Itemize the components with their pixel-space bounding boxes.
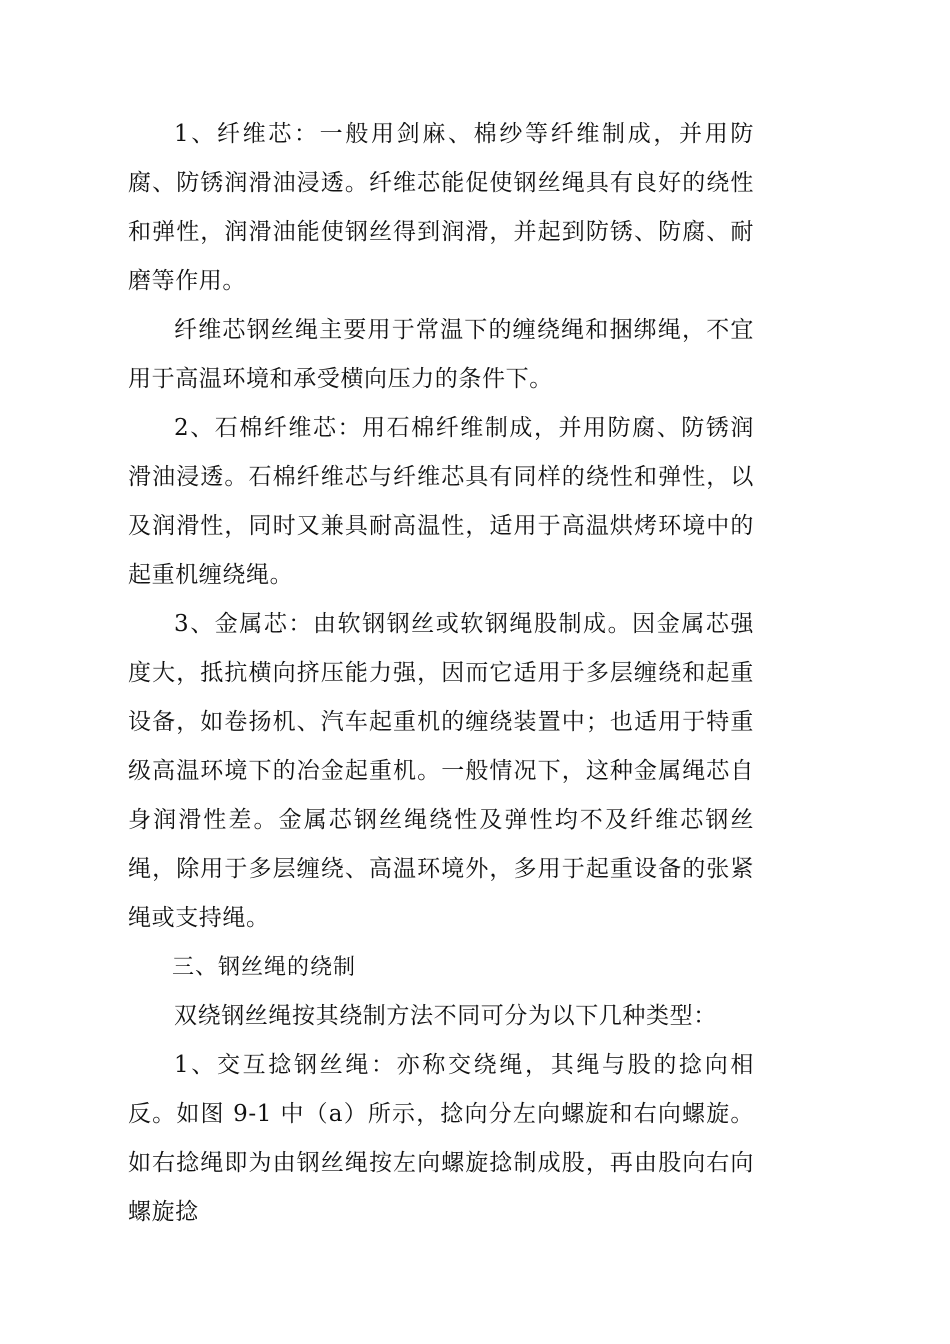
paragraph-asbestos-core: 2、石棉纤维芯：用石棉纤维制成，并用防腐、防锈润滑油浸透。石棉纤维芯与纤维芯具有同样的绕性和弹性，以及润滑性，同时又兼具耐高温性，适用于高温烘烤环境中的起重机缠绕绳。	[128, 415, 754, 588]
paragraph-metal-core: 3、金属芯：由软钢钢丝或软钢绳股制成。因金属芯强度大，抵抗横向挤压能力强，因而它适用于多层缠绕和起重设备，如卷扬机、汽车起重机的缠绕装置中；也适用于特重级高温环境下的冶金起重机。一般情况下，这种金属绳芯自身润滑性差。金属芯钢丝绳绕性及弹性均不及纤维芯钢丝绳，除用于多层缠绕、高温环境外，多用于起重设备的张紧绳或支持绳。	[128, 611, 754, 931]
paragraph-fiber-core-usage: 纤维芯钢丝绳主要用于常温下的缠绕绳和捆绑绳，不宜用于高温环境和承受横向压力的条件下。	[128, 317, 754, 392]
paragraph-fiber-core: 1、纤维芯：一般用剑麻、棉纱等纤维制成，并用防腐、防锈润滑油浸透。纤维芯能促使钢丝绳具有良好的绕性和弹性，润滑油能使钢丝得到润滑，并起到防锈、防腐、耐磨等作用。	[128, 121, 754, 294]
document-page	[128, 110, 754, 1237]
section-heading: 三、钢丝绳的绕制	[172, 955, 357, 980]
paragraph-cross-lay: 1、交互捻钢丝绳：亦称交绕绳，其绳与股的捻向相反。如图 9-1 中（a）所示，捻向分左向螺旋和右向螺旋。如右捻绳即为由钢丝绳按左向螺旋捻制成股，再由股向右向螺旋捻	[128, 1052, 754, 1225]
paragraph-winding-types: 双绕钢丝绳按其绕制方法不同可分为以下几种类型：	[174, 1003, 717, 1029]
